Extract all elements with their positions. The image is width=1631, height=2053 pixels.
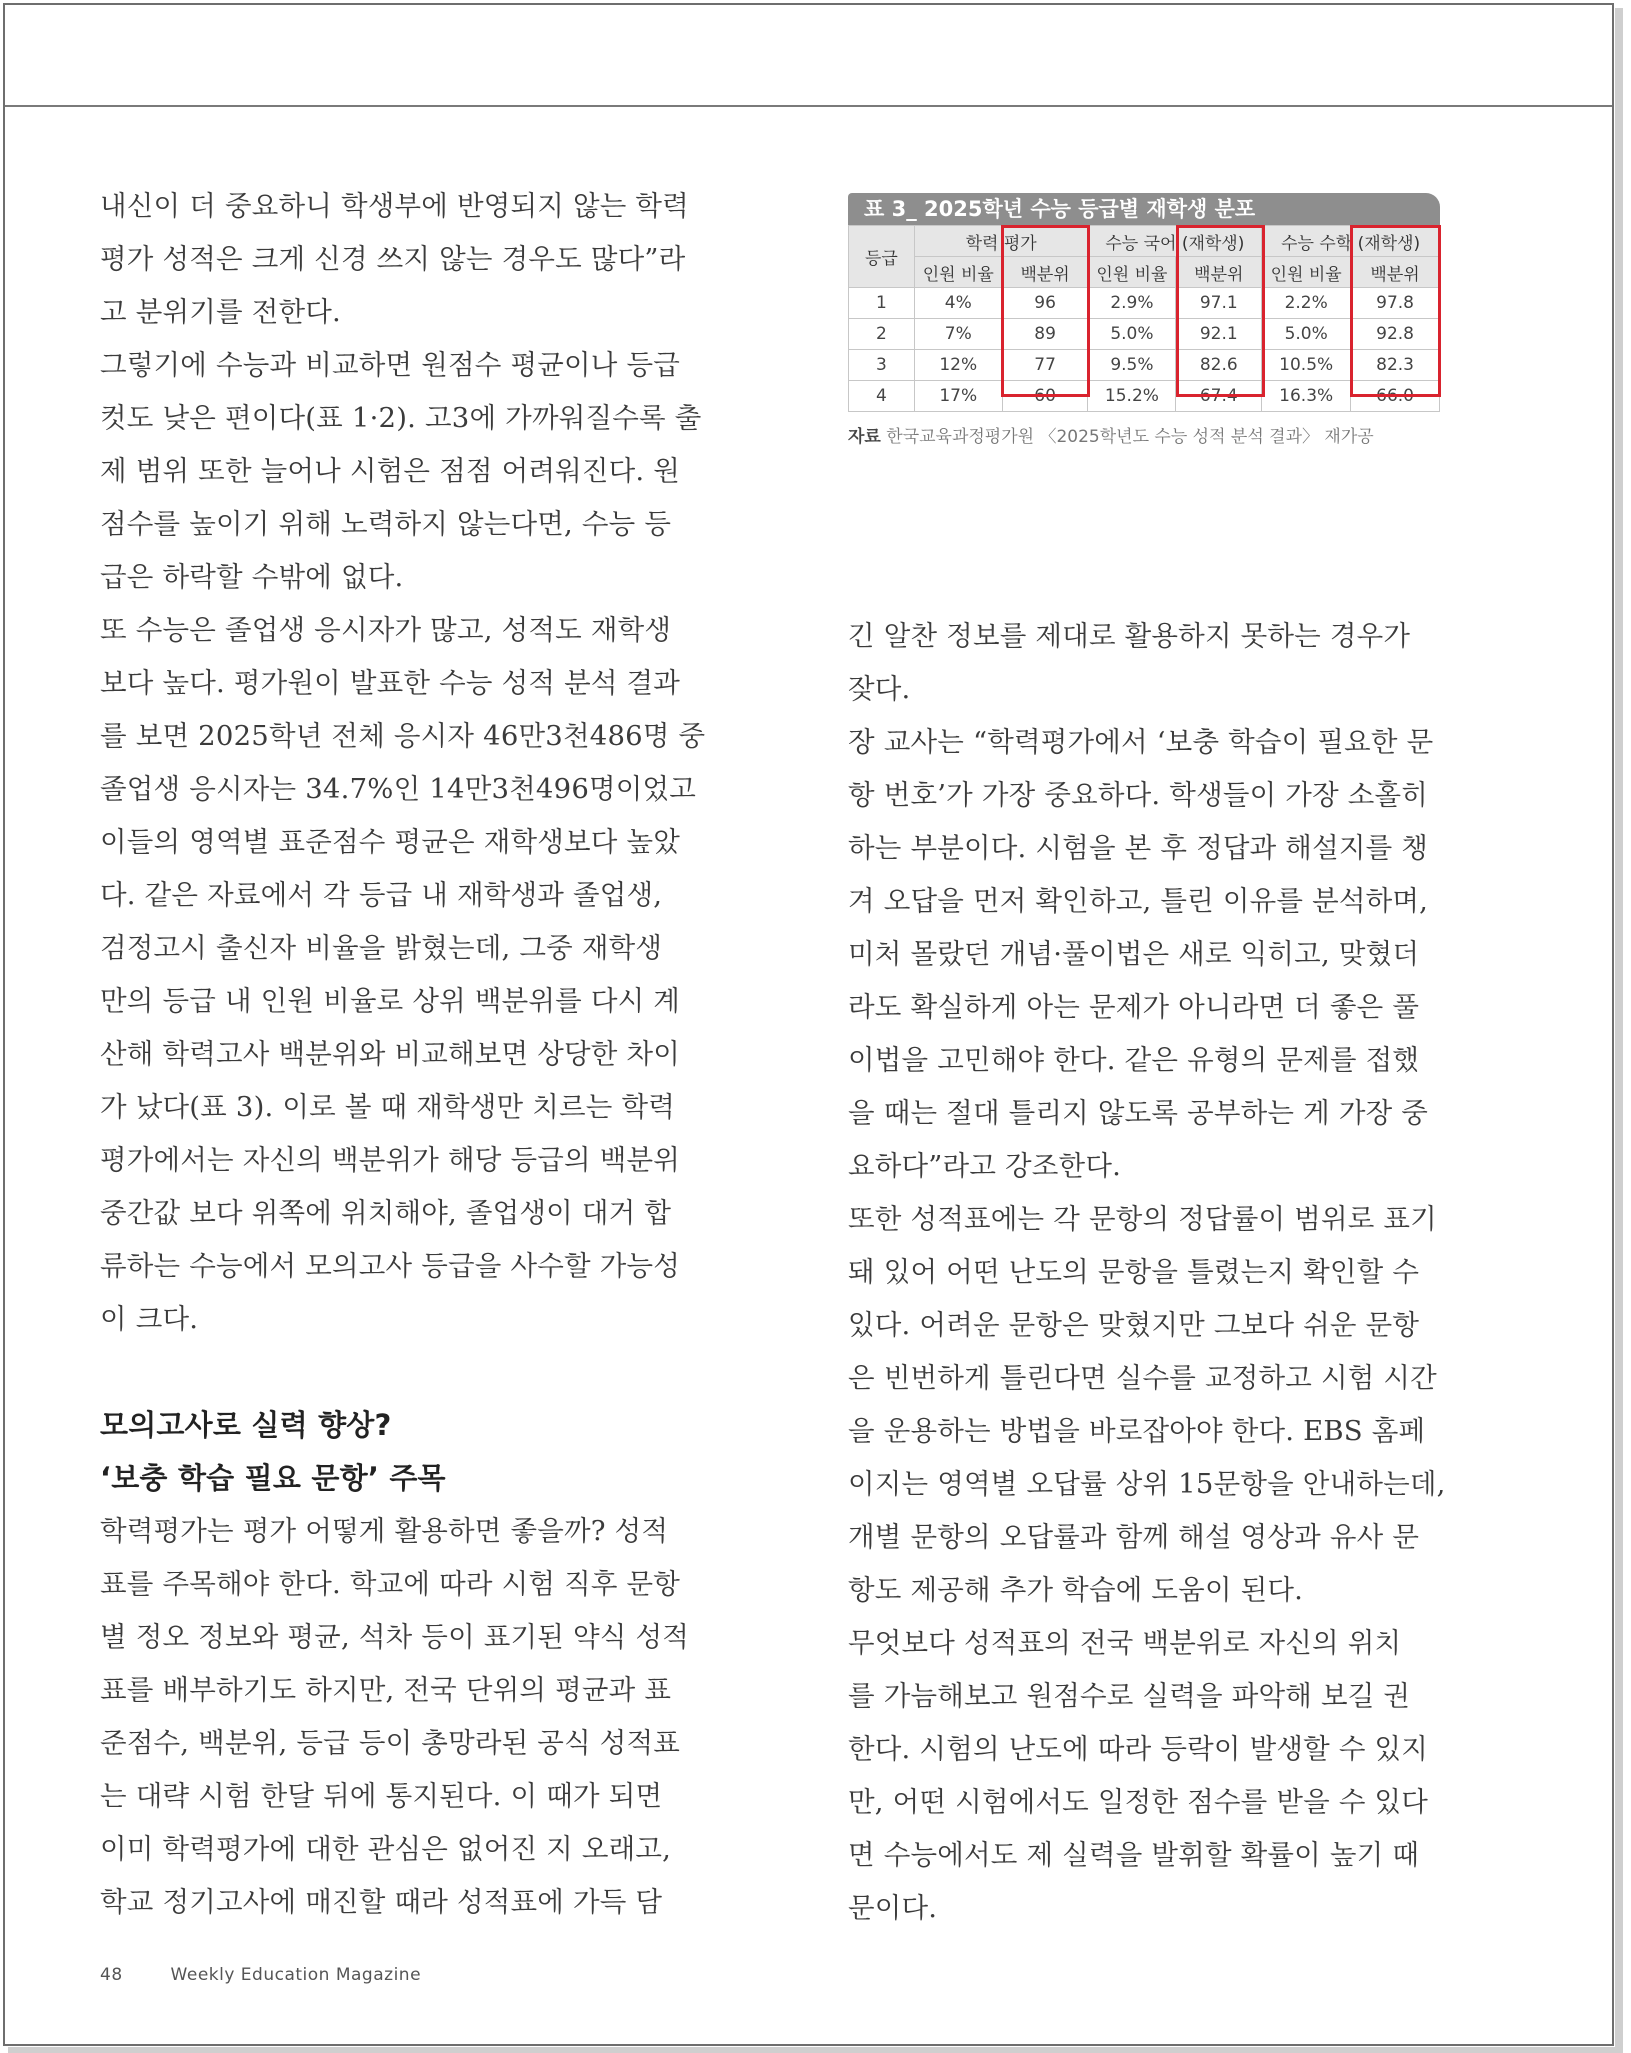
text-line: 이들의 영역별 표준점수 평균은 재학생보다 높았 bbox=[100, 826, 681, 858]
text-line: 장 교사는 “학력평가에서 ‘보충 학습이 필요한 문 bbox=[848, 726, 1434, 758]
text-line: ‘보충 학습 필요 문항’ 주목 bbox=[100, 1461, 446, 1495]
value-cell: 82.3 bbox=[1351, 350, 1440, 381]
left-para-2 bbox=[100, 339, 702, 604]
right-para-4 bbox=[848, 1617, 1438, 1935]
sub-header: 인원 비율 bbox=[1262, 257, 1351, 288]
grade-distribution-table bbox=[848, 225, 1440, 412]
text-line: 문이다. bbox=[848, 1892, 938, 1924]
grade-cell: 4 bbox=[849, 381, 915, 412]
value-cell: 12% bbox=[914, 350, 1002, 381]
value-cell: 4% bbox=[914, 288, 1002, 319]
sub-header: 인원 비율 bbox=[914, 257, 1002, 288]
value-cell: 92.1 bbox=[1176, 319, 1262, 350]
right-para-1 bbox=[848, 610, 1438, 716]
text-line: 준점수, 백분위, 등급 등이 총망라된 공식 성적표 bbox=[100, 1727, 681, 1759]
text-line: 학력평가는 평가 어떻게 활용하면 좋을까? 성적 bbox=[100, 1515, 669, 1547]
group-header-mock: 학력 평가 bbox=[914, 226, 1088, 257]
text-line: 요하다”라고 강조한다. bbox=[848, 1150, 1122, 1182]
text-line: 를 가늠해보고 원점수로 실력을 파악해 보길 권 bbox=[848, 1680, 1411, 1712]
text-line: 졸업생 응시자는 34.7%인 14만3천496명이었고 bbox=[100, 773, 697, 805]
text-line: 은 빈번하게 틀린다면 실수를 교정하고 시험 시간 bbox=[848, 1362, 1437, 1394]
text-line: 별 정오 정보와 평균, 석차 등이 표기된 약식 성적 bbox=[100, 1621, 690, 1653]
text-line: 내신이 더 중요하니 학생부에 반영되지 않는 학력 bbox=[100, 190, 689, 222]
text-line: 면 수능에서도 제 실력을 발휘할 확률이 높기 때 bbox=[848, 1839, 1420, 1871]
grade-cell: 3 bbox=[849, 350, 915, 381]
value-cell: 15.2% bbox=[1088, 381, 1176, 412]
value-cell: 16.3% bbox=[1262, 381, 1351, 412]
text-line: 검정고시 출신자 비율을 밝혔는데, 그중 재학생 bbox=[100, 932, 663, 964]
section-subhead bbox=[100, 1399, 690, 1505]
text-line: 중간값 보다 위쪽에 위치해야, 졸업생이 대거 합 bbox=[100, 1197, 672, 1229]
value-cell: 10.5% bbox=[1262, 350, 1351, 381]
left-para-1 bbox=[100, 180, 690, 339]
text-line: 미처 몰랐던 개념·풀이법은 새로 익히고, 맞혔더 bbox=[848, 938, 1420, 970]
text-line: 만, 어떤 시험에서도 일정한 점수를 받을 수 있다 bbox=[848, 1786, 1429, 1818]
page-footer bbox=[100, 1965, 421, 1985]
value-cell: 89 bbox=[1002, 319, 1088, 350]
text-line: 한다. 시험의 난도에 따라 등락이 발생할 수 있지 bbox=[848, 1733, 1429, 1765]
source-label: 자료 bbox=[848, 427, 881, 447]
grade-cell: 2 bbox=[849, 319, 915, 350]
source-text: 한국교육과정평가원 〈2025학년도 수능 성적 분석 결과〉 재가공 bbox=[886, 427, 1374, 447]
text-line: 표를 주목해야 한다. 학교에 따라 시험 직후 문항 bbox=[100, 1568, 681, 1600]
value-cell: 17% bbox=[914, 381, 1002, 412]
text-line: 잦다. bbox=[848, 673, 911, 705]
value-cell: 97.1 bbox=[1176, 288, 1262, 319]
table-row bbox=[849, 350, 1440, 381]
text-line: 이법을 고민해야 한다. 같은 유형의 문제를 접했 bbox=[848, 1044, 1420, 1076]
text-line: 고 분위기를 전한다. bbox=[100, 296, 341, 328]
text-line: 하는 부분이다. 시험을 본 후 정답과 해설지를 챙 bbox=[848, 832, 1429, 864]
table-source bbox=[848, 422, 1440, 447]
text-line: 학교 정기고사에 매진할 때라 성적표에 가득 담 bbox=[100, 1886, 663, 1918]
group-header-korean: 수능 국어 (재학생) bbox=[1088, 226, 1262, 257]
text-line: 급은 하락할 수밖에 없다. bbox=[100, 561, 404, 593]
text-line: 점수를 높이기 위해 노력하지 않는다면, 수능 등 bbox=[100, 508, 672, 540]
value-cell: 2.2% bbox=[1262, 288, 1351, 319]
text-line: 를 보면 2025학년 전체 응시자 46만3천486명 중 bbox=[100, 720, 706, 752]
text-line: 또 수능은 졸업생 응시자가 많고, 성적도 재학생 bbox=[100, 614, 672, 646]
value-cell: 5.0% bbox=[1088, 319, 1176, 350]
left-column bbox=[100, 180, 706, 1929]
header-rule bbox=[5, 105, 1612, 107]
value-cell: 7% bbox=[914, 319, 1002, 350]
group-header-math: 수능 수학 (재학생) bbox=[1262, 226, 1440, 257]
text-line: 제 범위 또한 늘어나 시험은 점점 어려워진다. 원 bbox=[100, 455, 681, 487]
right-column bbox=[848, 610, 1446, 1935]
text-line: 모의고사로 실력 향상? bbox=[100, 1408, 392, 1442]
value-cell: 9.5% bbox=[1088, 350, 1176, 381]
value-cell: 67.4 bbox=[1176, 381, 1262, 412]
text-line: 개별 문항의 오답률과 함께 해설 영상과 유사 문 bbox=[848, 1521, 1420, 1553]
text-line: 만의 등급 내 인원 비율로 상위 백분위를 다시 계 bbox=[100, 985, 681, 1017]
value-cell: 77 bbox=[1002, 350, 1088, 381]
table-row bbox=[849, 381, 1440, 412]
text-line: 항도 제공해 추가 학습에 도움이 된다. bbox=[848, 1574, 1304, 1606]
text-line: 이 크다. bbox=[100, 1303, 199, 1335]
text-line: 이지는 영역별 오답률 상위 15문항을 안내하는데, bbox=[848, 1468, 1446, 1500]
sub-header: 백분위 bbox=[1176, 257, 1262, 288]
table-row bbox=[849, 319, 1440, 350]
text-line: 컷도 낮은 편이다(표 1·2). 고3에 가까워질수록 출 bbox=[100, 402, 702, 434]
value-cell: 60 bbox=[1002, 381, 1088, 412]
text-line: 을 때는 절대 틀리지 않도록 공부하는 게 가장 중 bbox=[848, 1097, 1429, 1129]
table-row bbox=[849, 288, 1440, 319]
header-grade: 등급 bbox=[849, 226, 915, 288]
value-cell: 2.9% bbox=[1088, 288, 1176, 319]
magazine-name: Weekly Education Magazine bbox=[170, 1965, 422, 1985]
value-cell: 92.8 bbox=[1351, 319, 1440, 350]
text-line: 이미 학력평가에 대한 관심은 없어진 지 오래고, bbox=[100, 1833, 672, 1865]
value-cell: 66.0 bbox=[1351, 381, 1440, 412]
page-shadow-bottom bbox=[8, 2047, 1623, 2053]
sub-header: 백분위 bbox=[1351, 257, 1440, 288]
text-line: 다. 같은 자료에서 각 등급 내 재학생과 졸업생, bbox=[100, 879, 663, 911]
text-line: 표를 배부하기도 하지만, 전국 단위의 평균과 표 bbox=[100, 1674, 672, 1706]
table-body bbox=[849, 288, 1440, 412]
text-line: 보다 높다. 평가원이 발표한 수능 성적 분석 결과 bbox=[100, 667, 681, 699]
grade-cell: 1 bbox=[849, 288, 915, 319]
text-line: 가 났다(표 3). 이로 볼 때 재학생만 치르는 학력 bbox=[100, 1091, 676, 1123]
value-cell: 82.6 bbox=[1176, 350, 1262, 381]
page-shadow-right bbox=[1615, 8, 1623, 2051]
text-line: 무엇보다 성적표의 전국 백분위로 자신의 위치 bbox=[848, 1627, 1402, 1659]
text-line: 항 번호’가 가장 중요하다. 학생들이 가장 소홀히 bbox=[848, 779, 1429, 811]
text-line: 긴 알찬 정보를 제대로 활용하지 못하는 경우가 bbox=[848, 620, 1411, 652]
left-para-3 bbox=[100, 604, 706, 1346]
sub-header: 백분위 bbox=[1002, 257, 1088, 288]
text-line: 평가 성적은 크게 신경 쓰지 않는 경우도 많다”라 bbox=[100, 243, 686, 275]
text-line: 또한 성적표에는 각 문항의 정답률이 범위로 표기 bbox=[848, 1203, 1437, 1235]
text-line: 겨 오답을 먼저 확인하고, 틀린 이유를 분석하며, bbox=[848, 885, 1429, 917]
text-line: 을 운용하는 방법을 바로잡아야 한다. EBS 홈페 bbox=[848, 1415, 1426, 1447]
section-gap bbox=[100, 1346, 690, 1399]
table-title: 표 3_ 2025학년 수능 등급별 재학생 분포 bbox=[848, 193, 1440, 225]
text-line: 는 대략 시험 한달 뒤에 통지된다. 이 때가 되면 bbox=[100, 1780, 663, 1812]
table-3-block bbox=[848, 193, 1440, 447]
value-cell: 96 bbox=[1002, 288, 1088, 319]
value-cell: 5.0% bbox=[1262, 319, 1351, 350]
text-line: 평가에서는 자신의 백분위가 해당 등급의 백분위 bbox=[100, 1144, 681, 1176]
page-number: 48 bbox=[100, 1965, 123, 1985]
value-cell: 97.8 bbox=[1351, 288, 1440, 319]
text-line: 산해 학력고사 백분위와 비교해보면 상당한 차이 bbox=[100, 1038, 681, 1070]
text-line: 그렇기에 수능과 비교하면 원점수 평균이나 등급 bbox=[100, 349, 681, 381]
table-wrap bbox=[848, 225, 1440, 412]
sub-header: 인원 비율 bbox=[1088, 257, 1176, 288]
text-line: 류하는 수능에서 모의고사 등급을 사수할 가능성 bbox=[100, 1250, 681, 1282]
text-line: 라도 확실하게 아는 문제가 아니라면 더 좋은 풀 bbox=[848, 991, 1420, 1023]
text-line: 있다. 어려운 문항은 맞혔지만 그보다 쉬운 문항 bbox=[848, 1309, 1420, 1341]
left-para-4 bbox=[100, 1505, 690, 1929]
right-para-3 bbox=[848, 1193, 1446, 1617]
right-para-2 bbox=[848, 716, 1438, 1193]
text-line: 돼 있어 어떤 난도의 문항을 틀렸는지 확인할 수 bbox=[848, 1256, 1420, 1288]
